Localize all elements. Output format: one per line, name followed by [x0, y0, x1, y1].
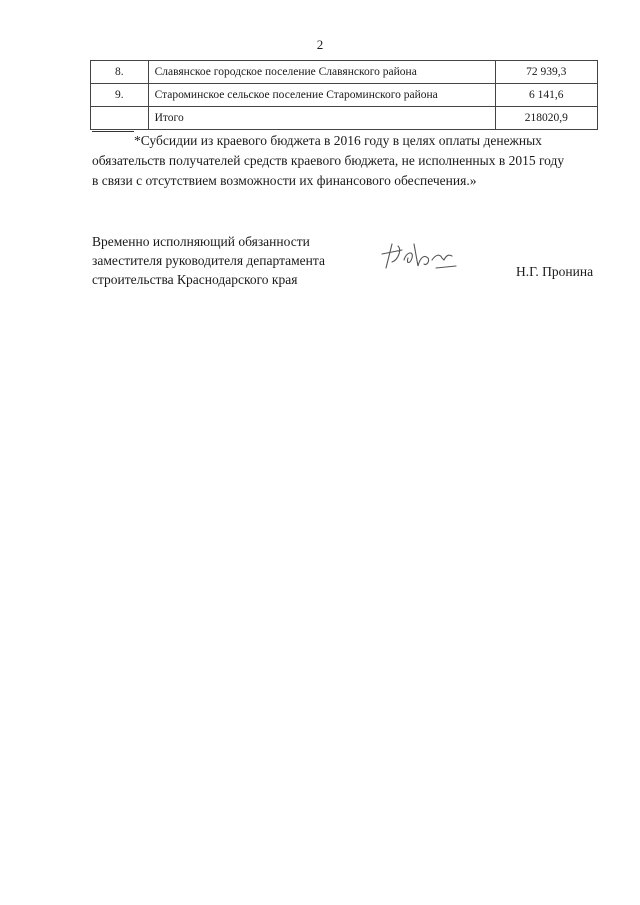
row-number: 9. — [91, 84, 149, 107]
total-label: Итого — [148, 107, 495, 130]
signatory-position — [92, 232, 392, 289]
row-number: 8. — [91, 61, 149, 84]
row-number — [91, 107, 149, 130]
municipality-name: Староминское сельское поселение Староминского района — [148, 84, 495, 107]
footnote-line: обязательств получателей средств краевого бюджета, не исполненных в 2015 году — [92, 153, 565, 168]
position-line: строительства Краснодарского края — [92, 272, 298, 287]
position-line: Временно исполняющий обязанности — [92, 234, 310, 249]
signatory-name: Н.Г. Пронина — [516, 264, 594, 279]
subsidy-table — [90, 60, 598, 130]
footnote — [92, 131, 604, 191]
municipality-name: Славянское городское поселение Славянского района — [148, 61, 495, 84]
subsidy-amount: 6 141,6 — [495, 84, 597, 107]
page-number: 2 — [316, 37, 324, 52]
total-amount: 218020,9 — [495, 107, 597, 130]
footnote-line: *Субсидии из краевого бюджета в 2016 году в целях оплаты денежных — [134, 133, 542, 148]
position-line: заместителя руководителя департамента — [92, 253, 325, 268]
table-row-total — [91, 107, 598, 130]
subsidy-amount: 72 939,3 — [495, 61, 597, 84]
table-row — [91, 61, 598, 84]
footnote-line: в связи с отсутствием возможности их финансового обеспечения.» — [92, 173, 477, 188]
table-row — [91, 84, 598, 107]
handwritten-signature — [376, 238, 458, 276]
